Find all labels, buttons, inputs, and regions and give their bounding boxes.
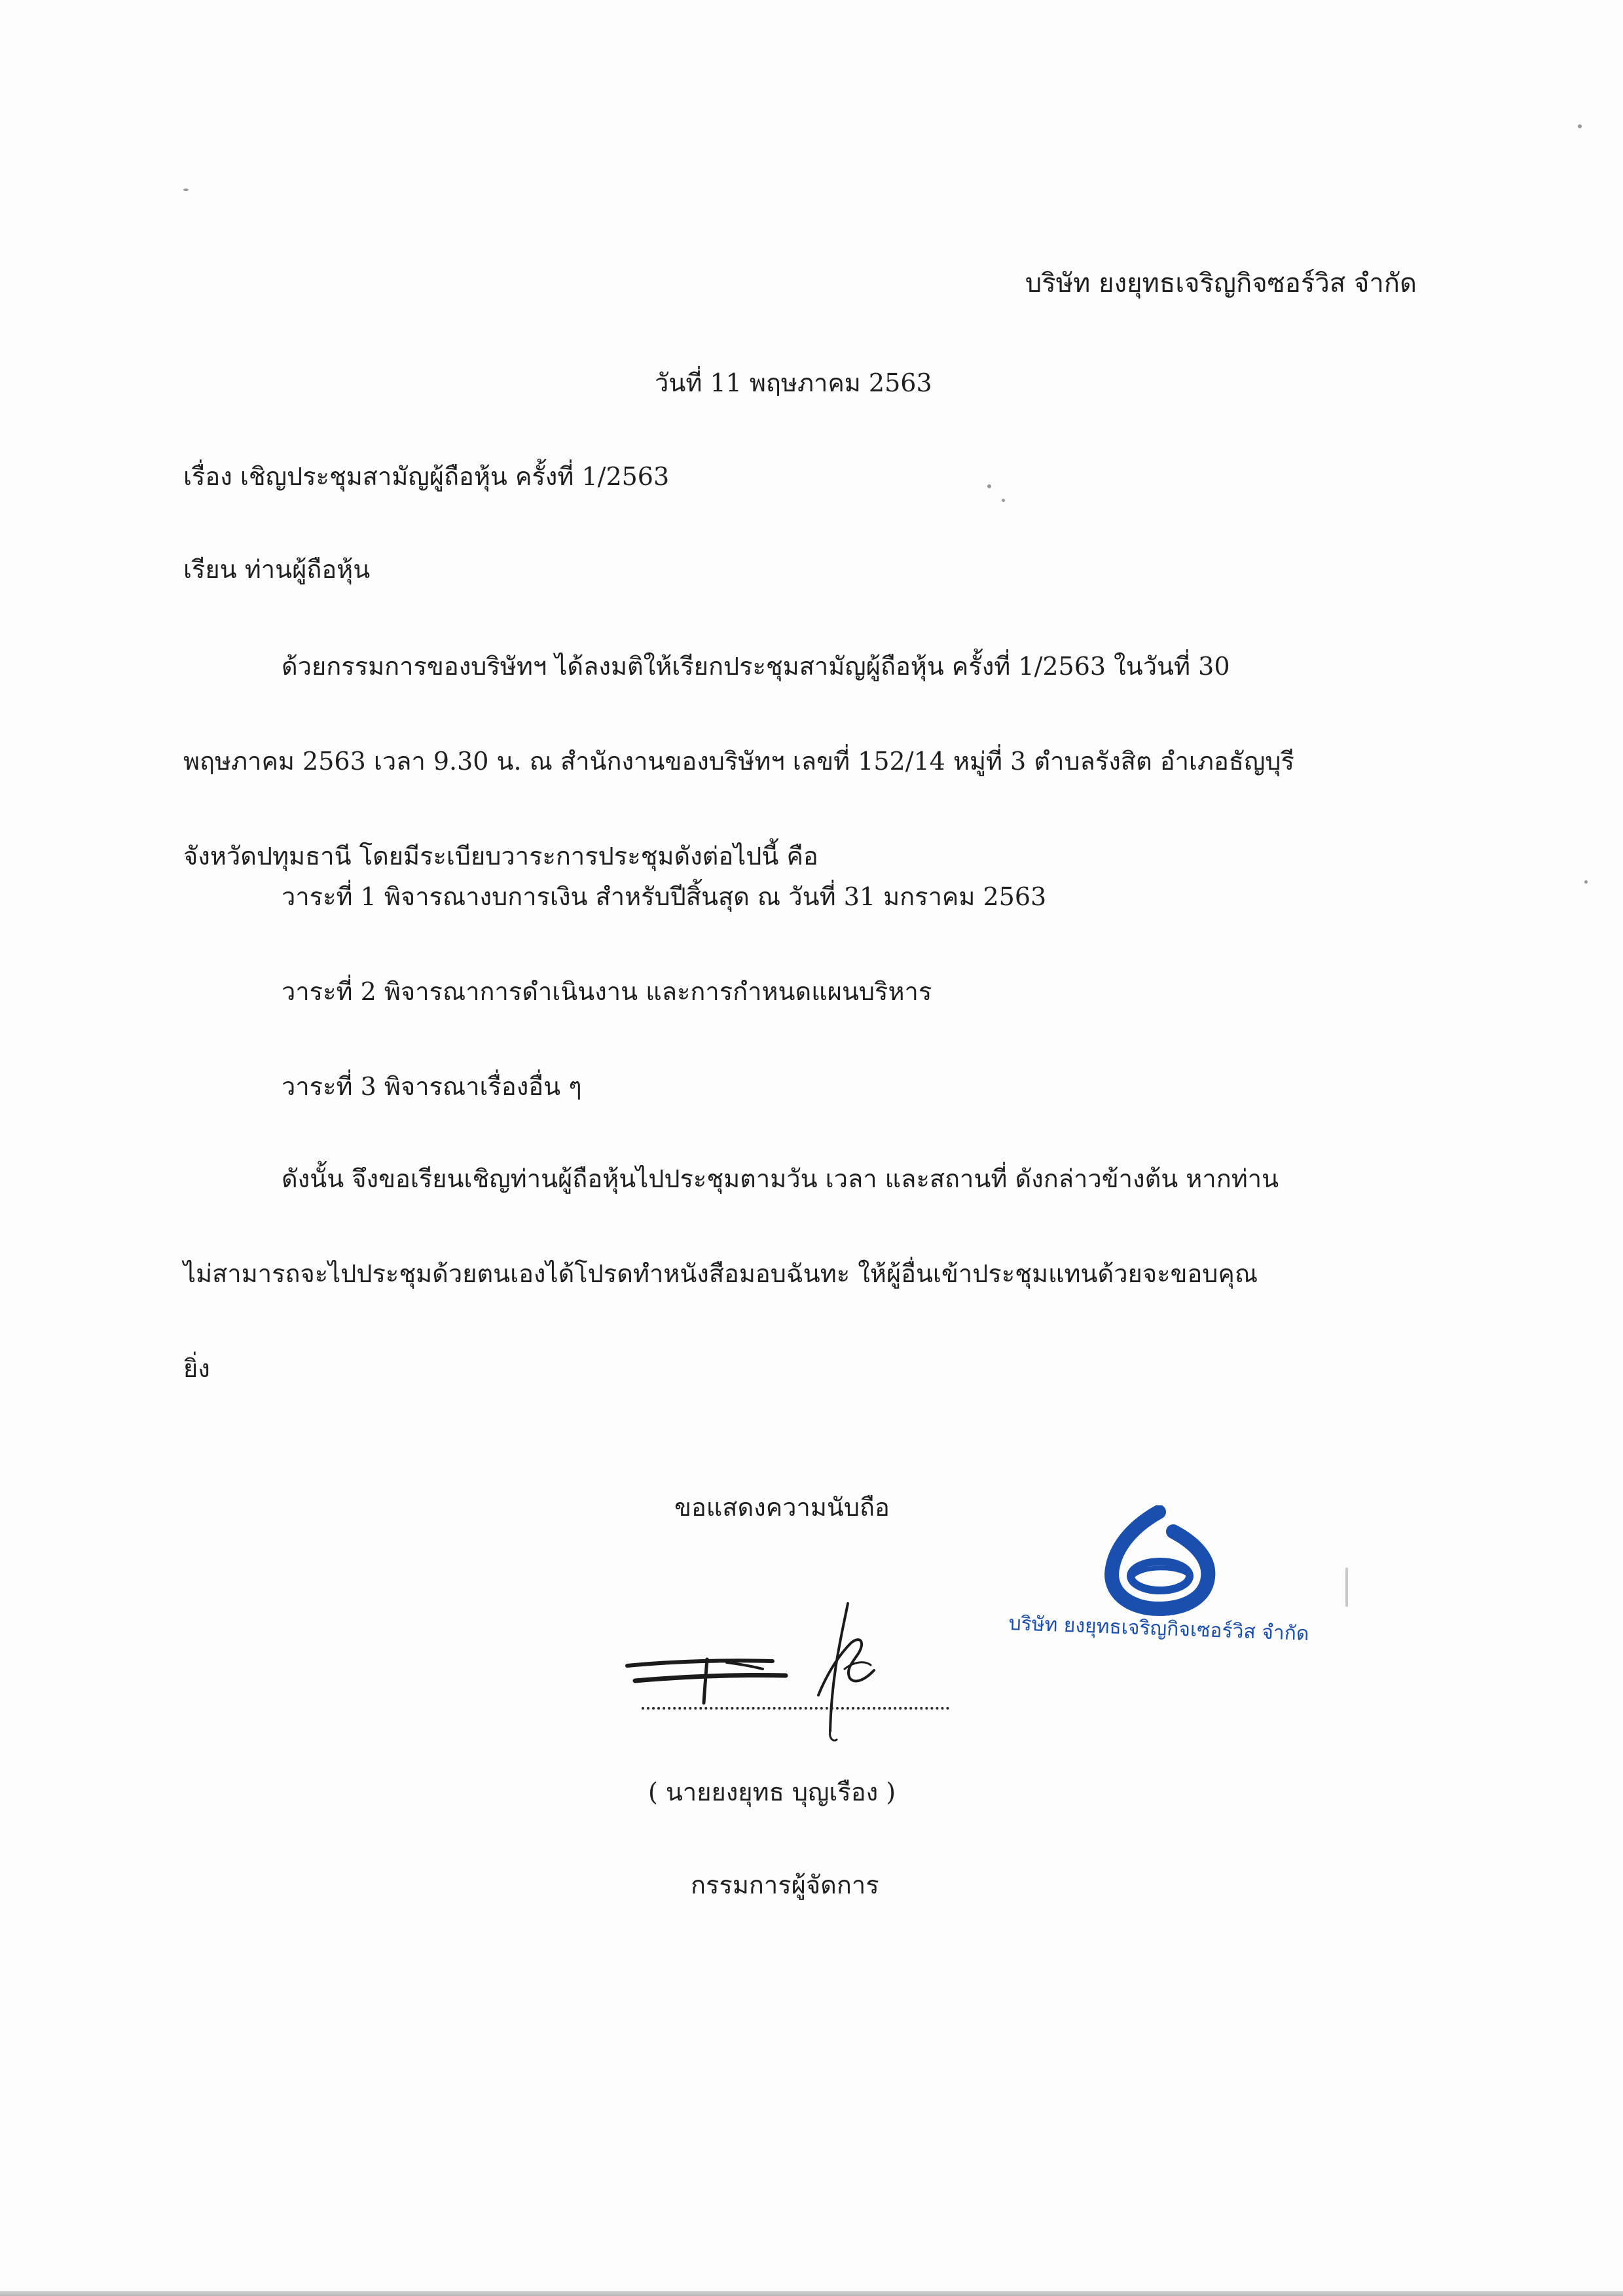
signature-line <box>642 1707 949 1710</box>
scan-speck <box>1584 880 1588 884</box>
agenda-item-1: วาระที่ 1 พิจารณางบการเงิน สำหรับปีสิ้นสุด ณ วันที่ 31 มกราคม 2563 <box>282 882 1047 911</box>
seal-caption: บริษัท ยงยุทธเจริญกิจเซอร์วิส จำกัด <box>1008 1612 1309 1645</box>
letter-date: วันที่ 11 พฤษภาคม 2563 <box>655 368 932 397</box>
body-paragraph-2 <box>183 1162 1388 1385</box>
scan-speck <box>183 188 189 191</box>
signature-area <box>622 1597 962 1754</box>
closing-phrase: ขอแสดงความนับถือ <box>674 1493 890 1522</box>
scan-edge <box>0 2291 1623 2296</box>
company-logo-icon <box>1002 1505 1316 1617</box>
signer-title: กรรมการผู้จัดการ <box>691 1871 879 1899</box>
body-paragraph-1 <box>183 650 1388 872</box>
signer-name: ( นายยงยุทธ บุญเรือง ) <box>648 1778 896 1806</box>
paragraph-line: จังหวัดปทุมธานี โดยมีระเบียบวาระการประชุมดังต่อไปนี้ คือ <box>183 842 818 870</box>
paragraph-line: ดังนั้น จึงขอเรียนเชิญท่านผู้ถือหุ้นไปประชุมตามวัน เวลา และสถานที่ ดังกล่าวข้างต้น หากท่าน <box>282 1164 1279 1193</box>
scan-speck <box>1345 1568 1348 1607</box>
paragraph-line: ไม่สามารถจะไปประชุมด้วยตนเองได้โปรดทำหนังสือมอบฉันทะ ให้ผู้อื่นเข้าประชุมแทนด้วยจะขอบคุณ <box>183 1259 1258 1288</box>
scan-speck <box>987 484 991 488</box>
paragraph-line: ด้วยกรรมการของบริษัทฯ ได้ลงมติให้เรียกประชุมสามัญผู้ถือหุ้น ครั้งที่ 1/2563 ในวันที่ 30 <box>282 652 1230 681</box>
agenda-item-3: วาระที่ 3 พิจารณาเรื่องอื่น ๆ <box>282 1072 582 1101</box>
scan-speck <box>1578 124 1582 128</box>
scan-speck <box>1002 499 1005 502</box>
company-header: บริษัท ยงยุทธเจริญกิจซอร์วิส จำกัด <box>1025 268 1417 298</box>
paragraph-line: ยิ่ง <box>183 1354 210 1383</box>
company-seal <box>1002 1505 1316 1662</box>
letter-salutation: เรียน ท่านผู้ถือหุ้น <box>183 555 371 584</box>
paragraph-line: พฤษภาคม 2563 เวลา 9.30 น. ณ สำนักงานของบริษัทฯ เลขที่ 152/14 หมู่ที่ 3 ตำบลรังสิต อำเภอธัญบุรี <box>183 747 1294 776</box>
letter-subject: เรื่อง เชิญประชุมสามัญผู้ถือหุ้น ครั้งที่ 1/2563 <box>183 462 670 491</box>
agenda-item-2: วาระที่ 2 พิจารณาการดำเนินงาน และการกำหนดแผนบริหาร <box>282 977 932 1006</box>
handwritten-signature <box>622 1597 962 1754</box>
